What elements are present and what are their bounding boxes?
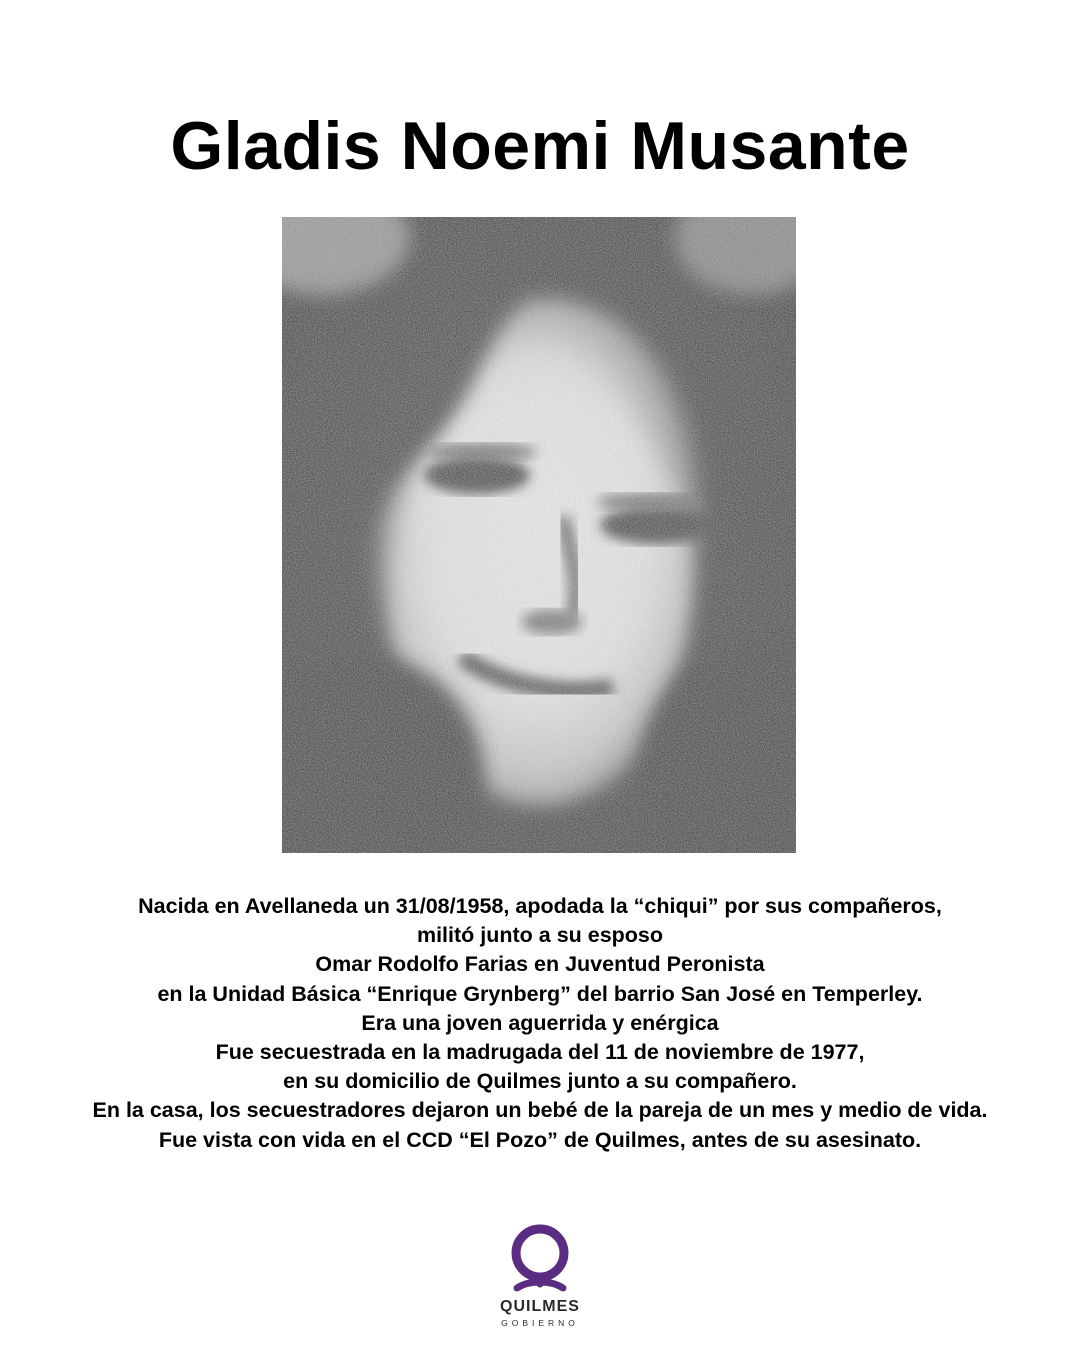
- logo-subtitle: GOBIERNO: [501, 1318, 579, 1328]
- quilmes-logo: [490, 1222, 590, 1334]
- bio-line: Omar Rodolfo Farias en Juventud Peronista: [315, 952, 765, 977]
- page-title: Gladis Noemi Musante: [170, 108, 910, 184]
- bio-line: En la casa, los secuestradores dejaron un bebé de la pareja de un mes y medio de vida.: [92, 1098, 988, 1123]
- quilmes-q-logo-icon: [509, 1222, 571, 1294]
- bio-line: Fue secuestrada en la madrugada del 11 de noviembre de 1977,: [215, 1040, 865, 1065]
- bio-line: en su domicilio de Quilmes junto a su compañero.: [283, 1069, 797, 1094]
- portrait-photo: [282, 217, 796, 853]
- bio-line: en la Unidad Básica “Enrique Grynberg” del barrio San José en Temperley.: [157, 981, 923, 1006]
- biography-text: [0, 892, 1080, 1155]
- logo-name: QUILMES: [500, 1298, 580, 1315]
- bio-line: militó junto a su esposo: [416, 923, 664, 948]
- bio-line: Nacida en Avellaneda un 31/08/1958, apodada la “chiqui” por sus compañeros,: [138, 894, 942, 918]
- bio-line: Era una joven aguerrida y enérgica: [361, 1010, 719, 1035]
- bio-line: Fue vista con vida en el CCD “El Pozo” de Quilmes, antes de su asesinato.: [158, 1127, 922, 1152]
